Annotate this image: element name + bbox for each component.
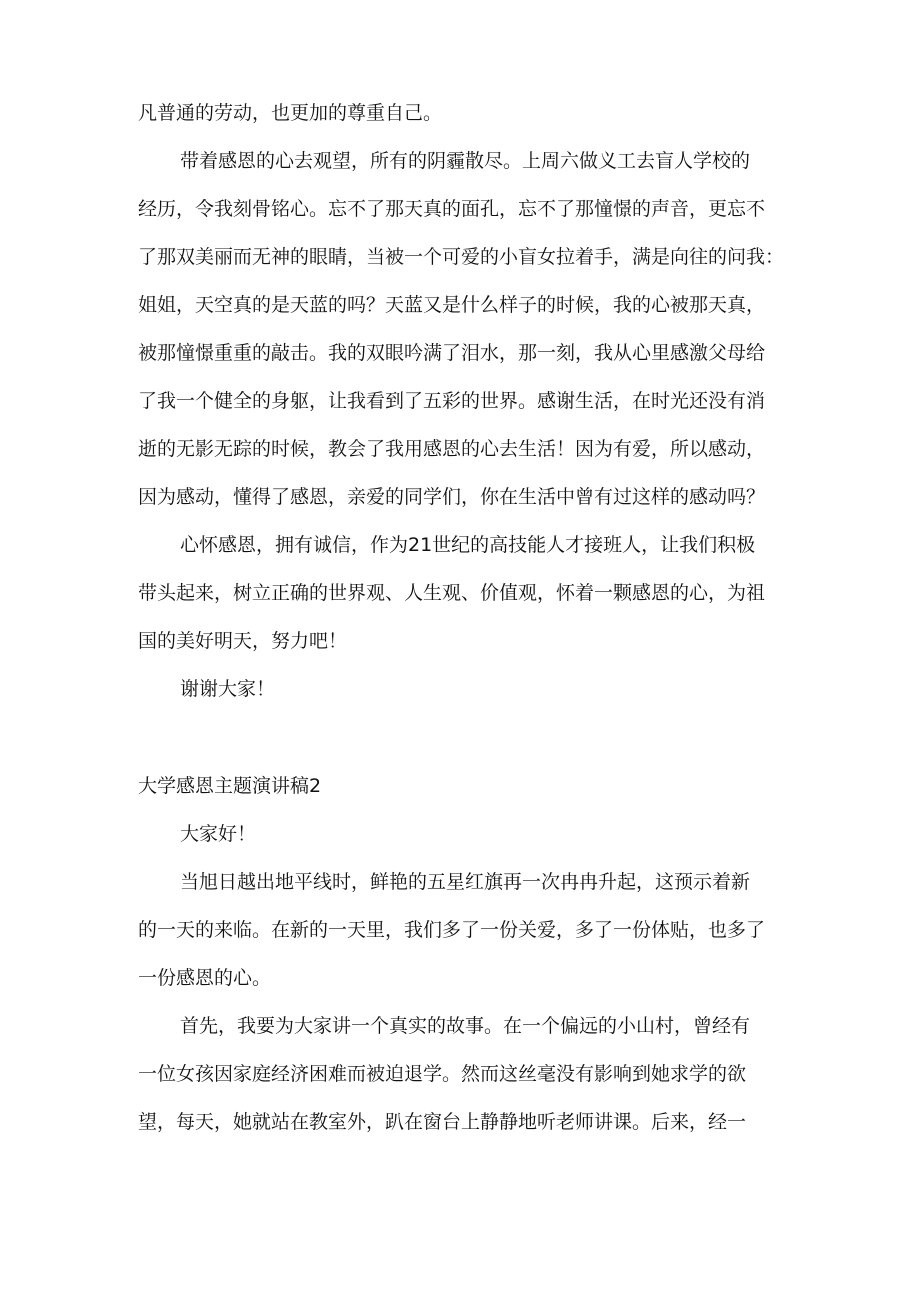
paragraph-line: 一位女孩因家庭经济困难而被迫退学。然而这丝毫没有影响到她求学的欲 [138,1063,747,1085]
paragraph-line: 望，每天，她就站在教室外，趴在窗台上静静地听老师讲课。后来，经一 [138,1111,747,1133]
paragraph-line: 了我一个健全的身躯，让我看到了五彩的世界。感谢生活，在时光还没有消 [138,390,766,412]
paragraph-line: 经历，令我刻骨铭心。忘不了那天真的面孔，忘不了那憧憬的声音，更忘不 [138,198,766,220]
closing-line: 谢谢大家！ [180,678,276,700]
paragraph-line: 被那憧憬重重的敲击。我的双眼吟满了泪水，那一刻，我从心里感激父母给 [138,342,766,364]
paragraph-line: 国的美好明天，努力吧！ [138,630,348,652]
paragraph-line: 当旭日越出地平线时，鲜艳的五星红旗再一次冉冉升起，这预示着新 [180,871,751,893]
paragraph-line: 心怀感恩，拥有诚信，作为21世纪的高技能人才接班人，让我们积极 [180,534,756,556]
paragraph-line: 的一天的来临。在新的一天里，我们多了一份关爱，多了一份体贴，也多了 [138,919,766,941]
section-heading: 大学感恩主题演讲稿2 [138,775,322,797]
paragraph-line: 逝的无影无踪的时候，教会了我用感恩的心去生活！因为有爱，所以感动， [138,438,766,460]
paragraph-line: 凡普通的劳动，也更加的尊重自己。 [138,102,443,124]
paragraph-line: 姐姐，天空真的是天蓝的吗？天蓝又是什么样子的时候，我的心被那天真， [138,294,766,316]
paragraph-line: 带头起来，树立正确的世界观、人生观、价值观，怀着一颗感恩的心，为祖 [138,582,766,604]
paragraph-line: 了那双美丽而无神的眼睛，当被一个可爱的小盲女拉着手，满是向往的问我： [138,246,785,268]
paragraph-line: 因为感动，懂得了感恩，亲爱的同学们，你在生活中曾有过这样的感动吗？ [138,486,766,508]
paragraph-line: 带着感恩的心去观望，所有的阴霾散尽。上周六做义工去盲人学校的 [180,150,751,172]
greeting-line: 大家好！ [180,823,257,845]
paragraph-line: 一份感恩的心。 [138,967,272,989]
paragraph-line: 首先，我要为大家讲一个真实的故事。在一个偏远的小山村，曾经有 [180,1015,751,1037]
